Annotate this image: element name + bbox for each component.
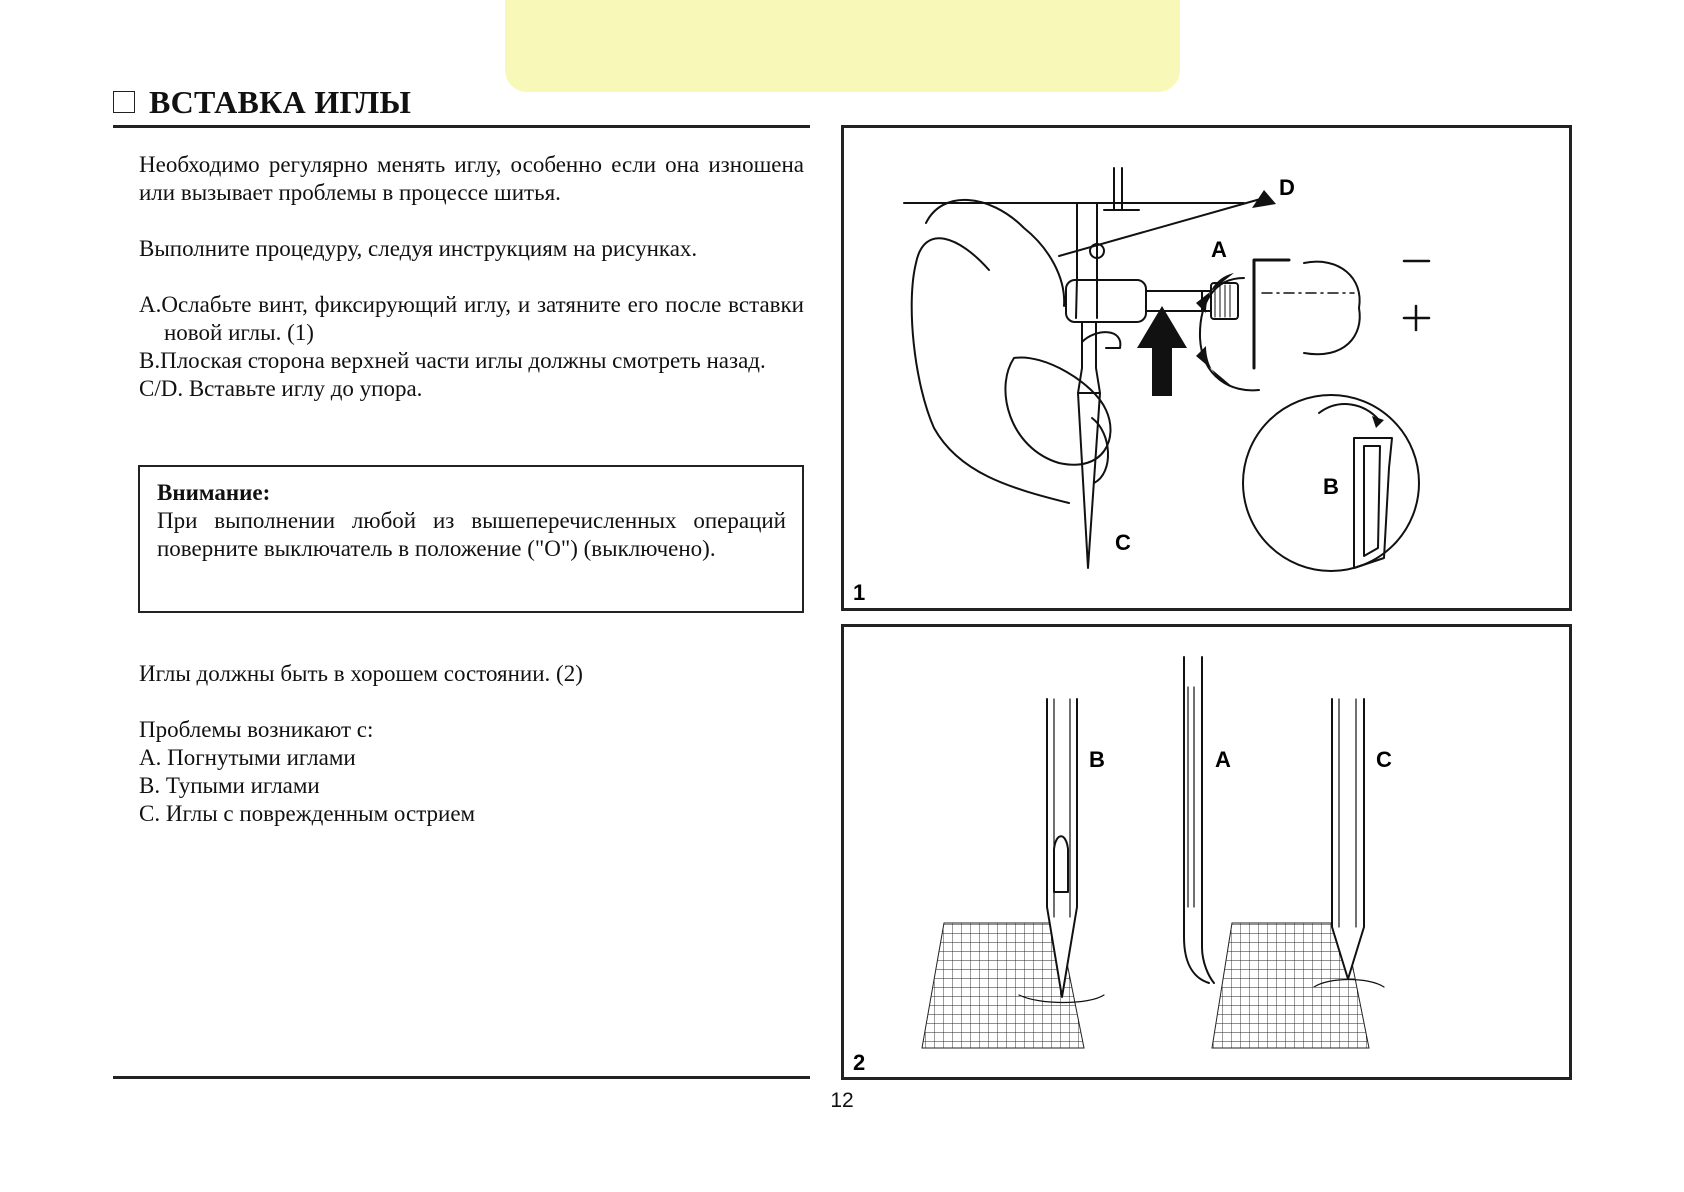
warning-box <box>138 465 804 613</box>
figure-2 <box>841 624 1572 1080</box>
intro-paragraph: Необходимо регулярно менять иглу, особенно если она изношена или вызывает проблемы в процессе шитья. <box>139 152 804 205</box>
bottom-rule <box>113 1076 810 1079</box>
step-item: A.Ослабьте винт, фиксирующий иглу, и затяните его после вставки новой иглы. (1) <box>139 292 804 345</box>
header-tab <box>505 0 1180 92</box>
minus-plus-marks <box>1404 261 1429 330</box>
label-a2: A <box>1215 747 1231 772</box>
label-b2: B <box>1089 747 1105 772</box>
label-c: C <box>1115 530 1131 555</box>
figure-2-illustration <box>844 627 1569 1077</box>
figure-1-illustration <box>844 128 1569 608</box>
thread-guide <box>1082 332 1120 348</box>
problem-item: A. Погнутыми иглами <box>139 745 356 770</box>
pointer-d-line <box>1059 198 1264 256</box>
problem-item: B. Тупыми иглами <box>139 773 320 798</box>
gauge-arc <box>1304 262 1360 355</box>
needle-c <box>1332 699 1364 979</box>
label-c2: C <box>1376 747 1392 772</box>
label-b: B <box>1323 474 1339 499</box>
section-header <box>113 82 411 122</box>
label-d: D <box>1279 175 1295 200</box>
rotation-arrow-arc <box>1319 404 1379 420</box>
needle-bar <box>1076 203 1097 318</box>
warning-text: При выполнении любой из вышеперечисленных операций поверните выключатель в положение ("O") (выключено). <box>157 508 786 561</box>
figure-1 <box>841 125 1572 611</box>
page-number: 12 <box>830 1089 854 1112</box>
pointer-arrowhead-icon <box>1252 190 1276 208</box>
step-item: C/D. Вставьте иглу до упора. <box>139 376 423 401</box>
problems-intro: Проблемы возникают с: <box>139 717 374 742</box>
title-underline <box>113 125 810 128</box>
figure-1-number: 1 <box>853 580 866 605</box>
problem-item: C. Иглы с поврежденным острием <box>139 801 476 826</box>
label-a: A <box>1211 237 1227 262</box>
rotate-arrow-bottom-icon <box>1196 346 1234 388</box>
procedure-paragraph: Выполните процедуру, следуя инструкциям на рисунках. <box>139 236 698 261</box>
figure-2-number: 2 <box>853 1050 866 1075</box>
thumb-outline <box>1005 357 1110 464</box>
problems-list <box>139 716 804 828</box>
checkbox-icon <box>113 91 135 113</box>
steps-list <box>139 291 804 403</box>
needle-detail <box>1354 438 1392 568</box>
warning-heading: Внимание: <box>157 480 271 505</box>
needle-clamp <box>1066 280 1146 322</box>
clamp-screw-shaft <box>1146 291 1202 311</box>
condition-paragraph: Иглы должны быть в хорошем состоянии. (2) <box>139 661 583 686</box>
step-item: B.Плоская сторона верхней части иглы должны смотреть назад. <box>139 348 766 373</box>
page-title: ВСТАВКА ИГЛЫ <box>149 83 412 120</box>
